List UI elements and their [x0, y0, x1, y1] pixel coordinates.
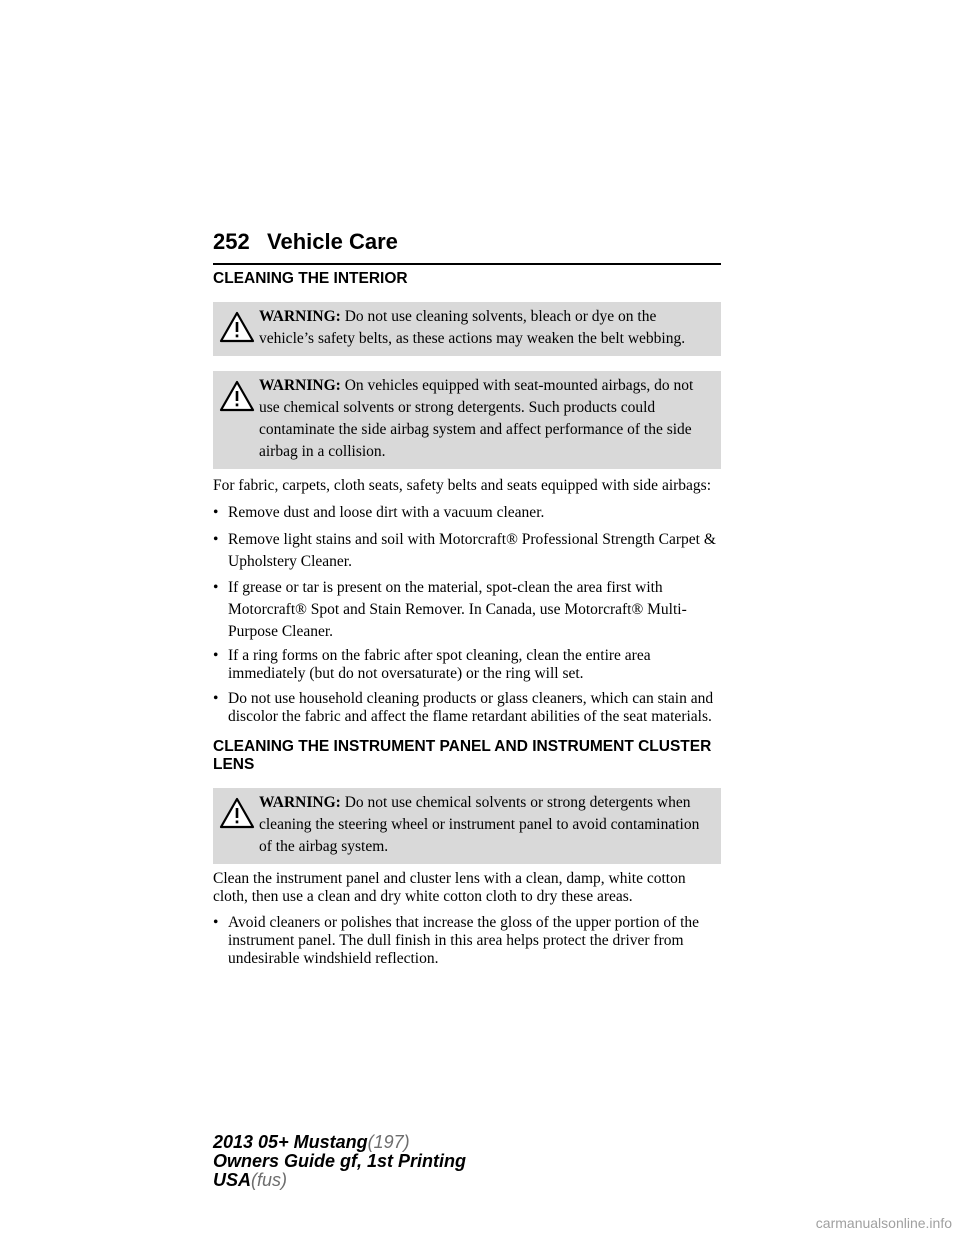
warning-label: WARNING: [259, 377, 341, 394]
list-item: • Remove light stains and soil with Motorcraft® Professional Strength Carpet & Upholstery Cleaner. [213, 529, 721, 573]
warning-box [213, 788, 721, 864]
section-heading: CLEANING THE INTERIOR [213, 270, 408, 287]
warning-triangle-icon [219, 380, 255, 412]
bullet-list [213, 914, 721, 968]
page-content [213, 270, 721, 975]
watermark: carmanualsonline.info [815, 1215, 952, 1231]
bullet-list [213, 504, 721, 726]
page-header [213, 229, 721, 265]
warning-box [213, 302, 721, 356]
section-heading: CLEANING THE INSTRUMENT PANEL AND INSTRUMENT CLUSTER LENS [213, 738, 712, 773]
warning-triangle-icon [219, 311, 255, 343]
list-item: • If grease or tar is present on the material, spot-clean the area first with Motorcraft® Spot and Stain Remover. In Canada, use Motorcraft® Multi-Purpose Cleaner. [213, 577, 721, 643]
footer-model: 2013 05+ Mustang [213, 1132, 368, 1152]
warning-label: WARNING: [259, 308, 341, 325]
list-item: • Do not use household cleaning products or glass cleaners, which can stain and discolor the fabric and affect the flame retardant abilities of the seat materials. [213, 690, 721, 726]
warning-label: WARNING: [259, 794, 341, 811]
print-footer [213, 1133, 466, 1190]
warning-box [213, 371, 721, 469]
warning-triangle-icon [219, 797, 255, 829]
warning-text: Do not use chemical solvents or strong detergents when cleaning the steering wheel or instrument panel to avoid contamination of the airbag system. [259, 794, 700, 855]
footer-region-code: (fus) [251, 1170, 288, 1190]
footer-guide: Owners Guide gf, 1st Printing [213, 1151, 467, 1171]
body-paragraph: Clean the instrument panel and cluster lens with a clean, damp, white cotton cloth, then use a clean and dry white cotton cloth to dry these areas. [213, 870, 686, 905]
footer-page-code: (197) [367, 1132, 410, 1152]
footer-region: USA [213, 1170, 252, 1190]
page-number: 252 [213, 229, 250, 254]
warning-text: On vehicles equipped with seat-mounted airbags, do not use chemical solvents or strong detergents. Such products could contaminate the side airbag system and affect performance of the side airbag in a collision. [259, 377, 694, 460]
list-item: • Avoid cleaners or polishes that increase the gloss of the upper portion of the instrument panel. The dull finish in this area helps protect the driver from undesirable windshield reflection. [213, 914, 721, 968]
warning-text: Do not use cleaning solvents, bleach or dye on the vehicle’s safety belts, as these actions may weaken the belt webbing. [259, 308, 686, 347]
body-paragraph: For fabric, carpets, cloth seats, safety belts and seats equipped with side airbags: [213, 477, 712, 494]
list-item: • If a ring forms on the fabric after spot cleaning, clean the entire area immediately (but do not oversaturate) or the ring will set. [213, 647, 721, 683]
list-item: • Remove dust and loose dirt with a vacuum cleaner. [213, 504, 721, 522]
section-title: Vehicle Care [267, 229, 398, 254]
